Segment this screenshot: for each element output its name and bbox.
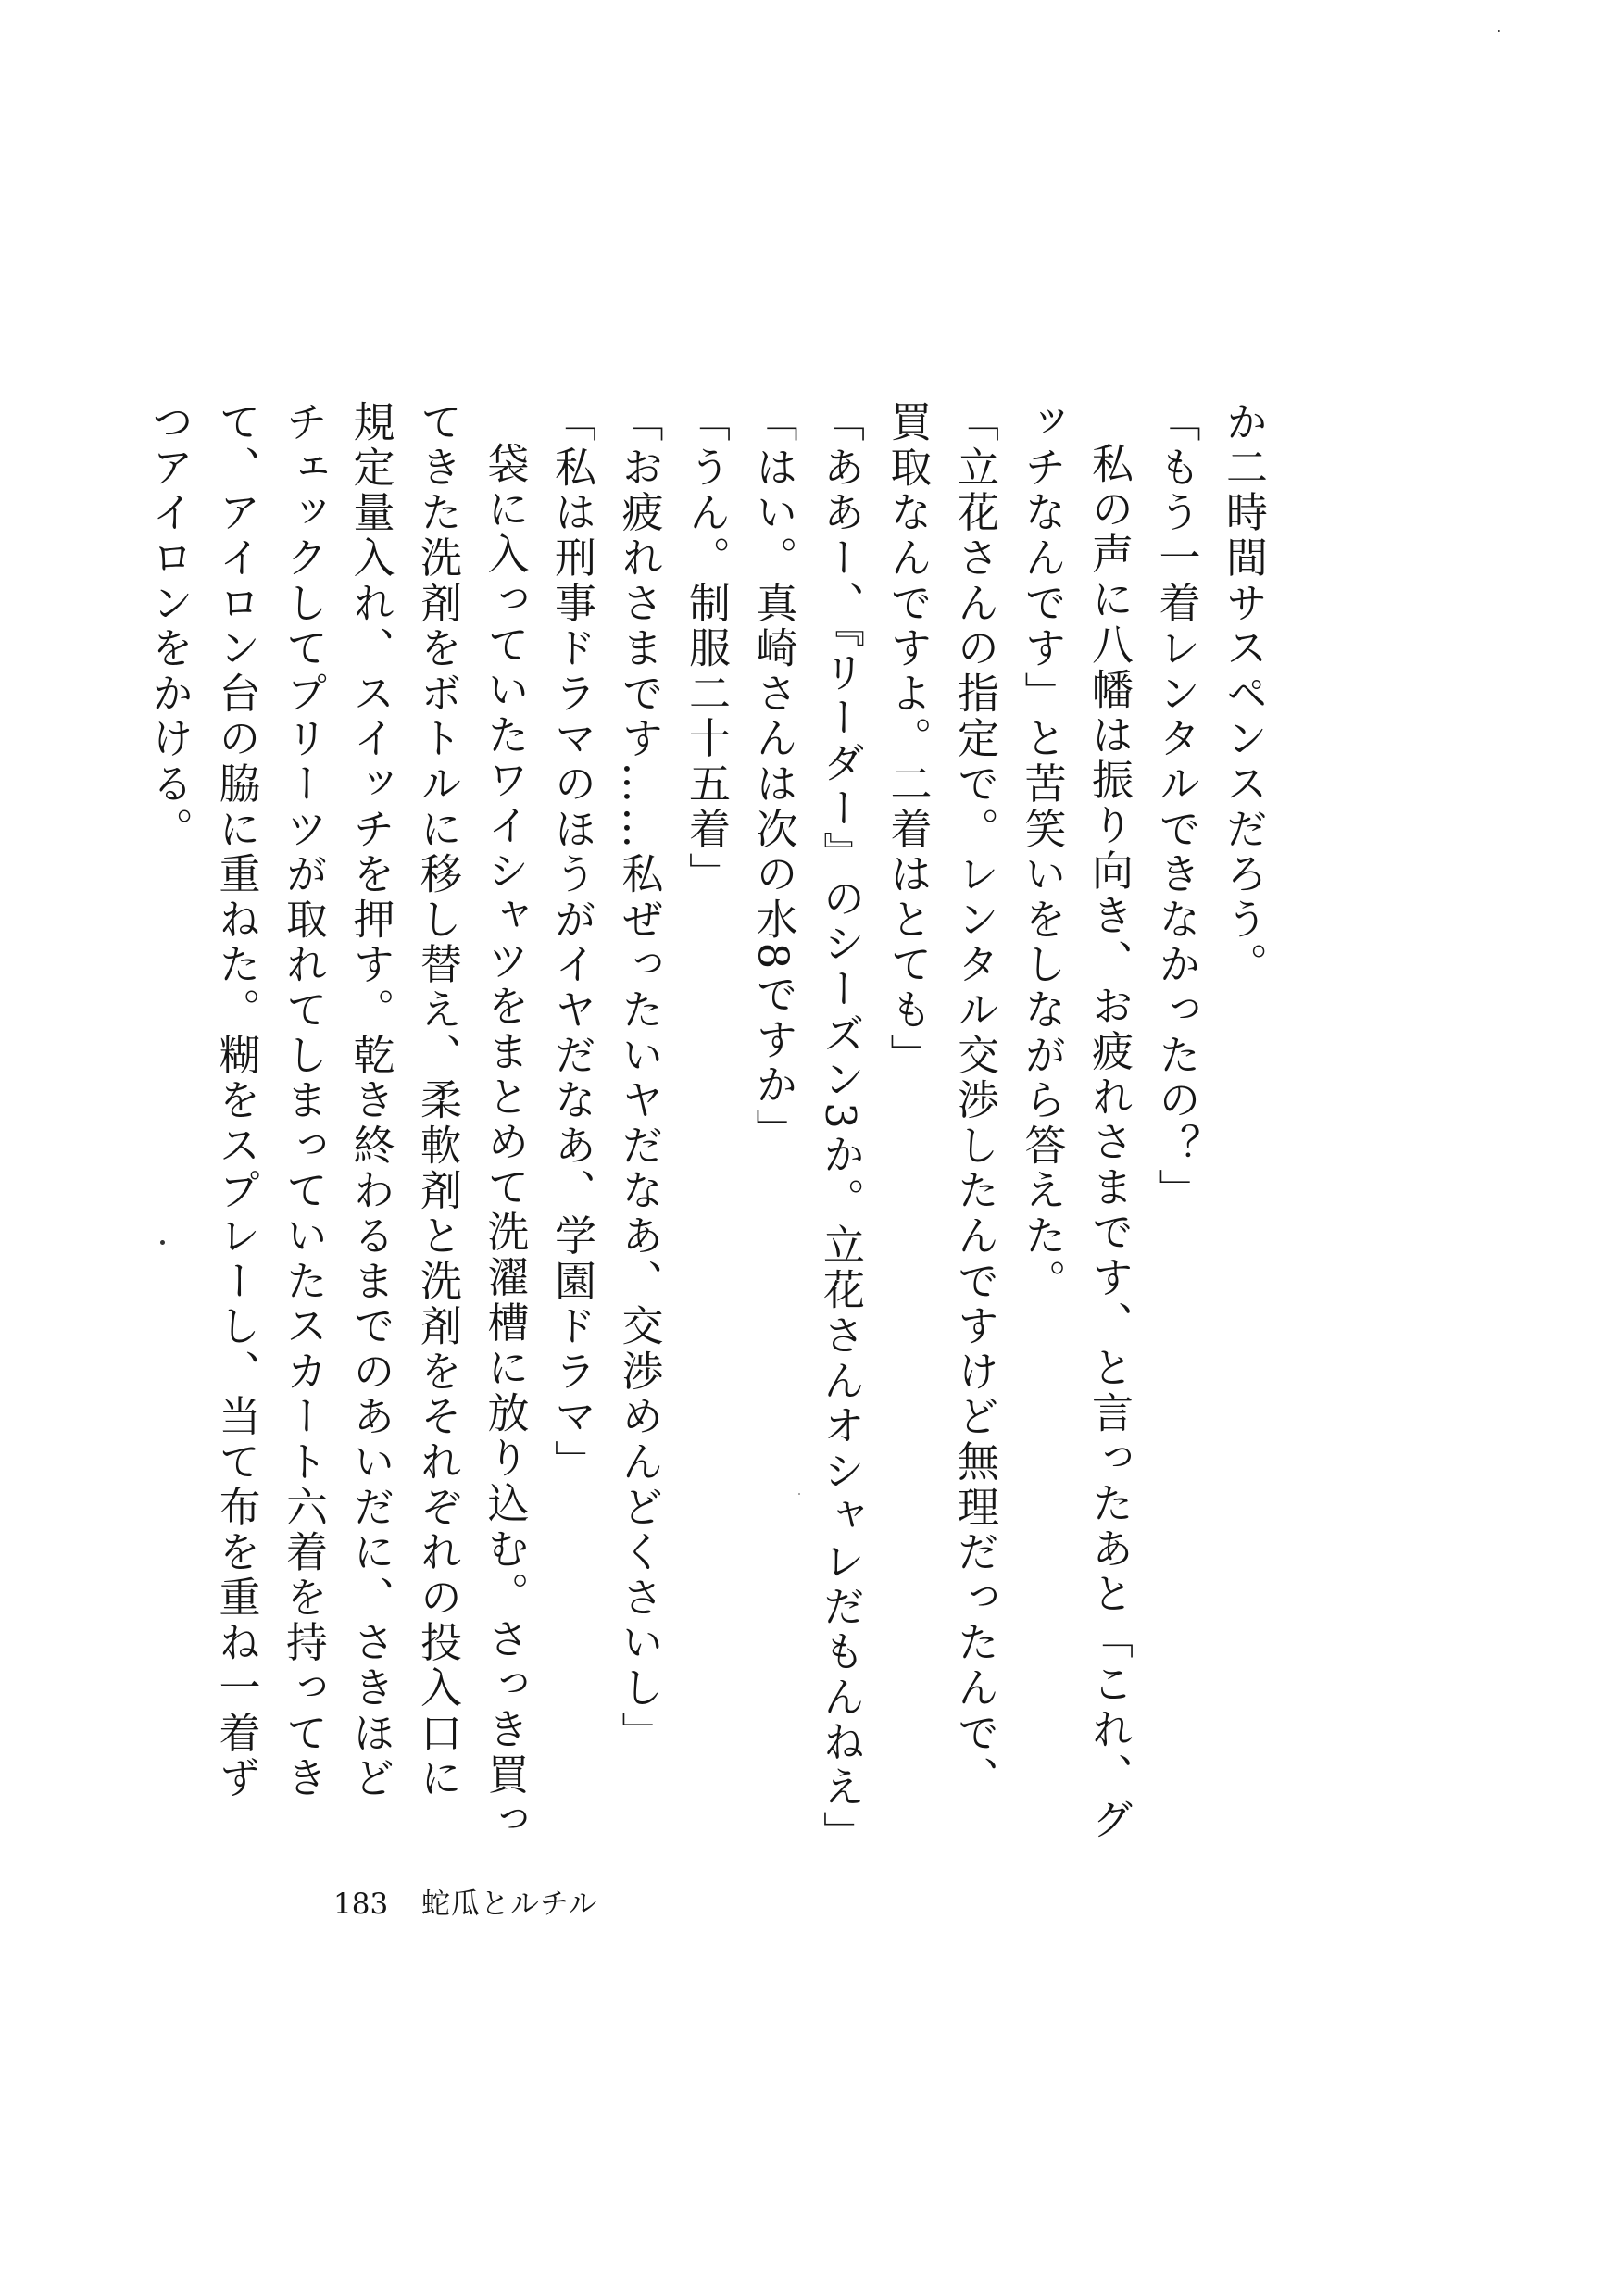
body-line-10: 袋に入っていたワイシャツをまとめて洗濯槽に放り込む。さっき買ってきた洗剤をボトルに移し替え、柔軟剤と洗剤をそれぞれの投入口に規定量入れ、スイッチを押す。乾き終わるまでのあいだに、さきほどチェックしてプリーツが取れてしまっていたスカート六着を持ってきて、アイロン台の脇に重ねた。糊をスプレーし、当て布を重ね一着ずつアイロンをかける。 [144, 400, 530, 1843]
scan-speck [1498, 30, 1500, 32]
body-line-3: 私の声に八幡は振り向き、お疲れさまです、と言ったあと「これ、グッチなんです」と苦笑いをしながら答えた。 [1017, 400, 1134, 1843]
body-line-4: 「立花さんの指定で。レンタル交渉したんですけど無理だったんで、買取なんですよ。二着はとても」 [883, 400, 999, 1801]
body-line-7: 「うん。制服二十五着」 [682, 400, 731, 897]
running-title: 蛇瓜とルチル [421, 1888, 598, 1921]
page-number: 183 [333, 1888, 389, 1921]
page-footer [333, 1886, 704, 1941]
body-line-6: 「はい。真崎さんは次の水8ですか」 [748, 400, 798, 1154]
body-line-5: 「ああー、『リーダー』のシーズン3か。立花さんオシャレだもんねえ」 [816, 400, 865, 1856]
scan-speck [160, 1240, 165, 1245]
body-line-9: 「私は刑事ドラマのほうがイヤだなあ、学園ドラマ」 [547, 400, 596, 1486]
body-line-1: か二時間サスペンスだろう。 [1219, 400, 1268, 988]
scan-speck [798, 1493, 800, 1495]
body-line-2: 「もう一着レンタルできなかったの？」 [1151, 400, 1201, 1214]
vertical-body-text [144, 400, 1276, 1856]
body-line-8: 「お疲れさまです……私ぜったいヤだなあ、交渉めんどくさいし」 [614, 400, 664, 1756]
